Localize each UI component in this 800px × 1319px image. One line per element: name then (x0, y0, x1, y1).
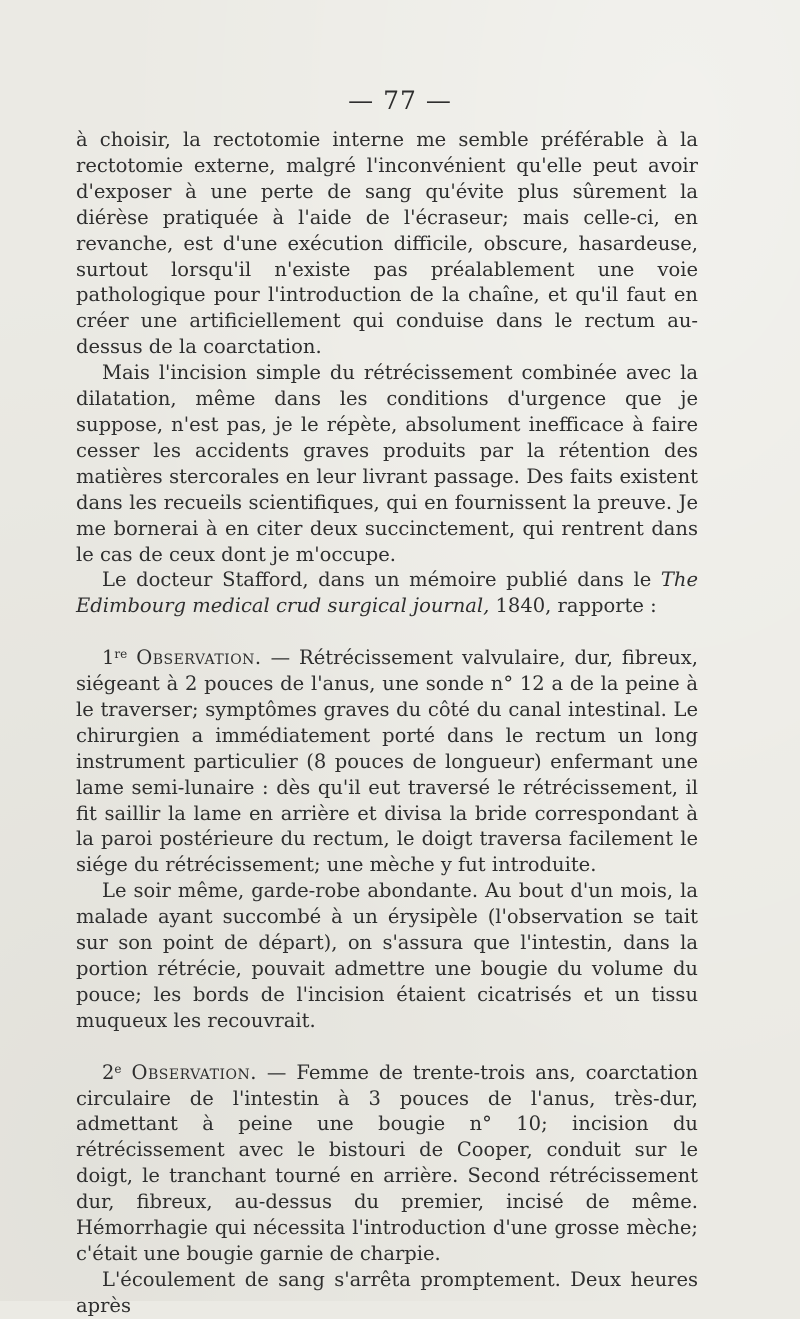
observation-2-text: — Femme de trente-trois ans, coarctation circulaire de l'intestin à 3 pouces de l'anus, très-dur, admettant à peine une bougie n° 10; incision du rétrécissement avec le bistouri de Cooper, conduit sur le doigt, le tranchant tourné en arrière. Second rétrécissement dur, fibreux, au-dessus du premier, incisé de même. Hémorrhagie qui nécessita l'introduction d'une grosse mèche; c'était une bougie garnie de charpie. (76, 1060, 698, 1265)
paragraph-last: L'écoulement de sang s'arrêta promptement. Deux heures après (76, 1267, 698, 1317)
observation-1-text: — Rétrécissement valvulaire, dur, fibreux, siégeant à 2 pouces de l'anus, une sonde n° 12 a de la peine à le traverser; symptômes graves du côté du canal intestinal. Le chirurgien a immédiatement porté dans le rectum un long instrument particulier (8 pouces de longueur) enfermant une lame semi-lunaire : dès qu'il eut traversé le rétrécissement, il fit saillir la lame en arrière et divisa la bride correspondant à la paroi postérieure du rectum, le doigt traversa facilement le siége du rétrécissement; une mèche y fut introduite. (76, 646, 698, 877)
observation-2-ordinal: e (114, 1061, 122, 1076)
observation-2 (76, 1060, 698, 1267)
paragraph-3-before: Le docteur Stafford, dans un mémoire publié dans le (102, 568, 661, 592)
observation-2-number: 2 (102, 1060, 115, 1084)
paragraph-3 (76, 567, 698, 619)
observation-1-continuation: Le soir même, garde-robe abondante. Au bout d'un mois, la malade ayant succombé à un érysipèle (l'observation se tait sur son point de départ), on s'assura que l'intestin, dans la portion rétrécie, pouvait admettre une bougie du volume du pouce; les bords de l'incision étaient cicatrisés et un tissu muqueux les recouvrait. (76, 879, 698, 1032)
observation-1-number: 1 (102, 646, 115, 670)
page-number: — 77 — (348, 86, 452, 115)
observation-2-label: Observation. (131, 1060, 257, 1084)
observation-1-ordinal: re (114, 647, 128, 662)
paragraph-3-after: 1840, rapporte : (489, 594, 657, 618)
journal-title: The Edimbourg medical crud surgical journal, (76, 568, 698, 618)
paragraph-1: à choisir, la rectotomie interne me semble préférable à la rectotomie externe, malgré l'inconvénient qu'elle peut avoir d'exposer à une perte de sang qu'évite plus sûrement la diérèse pratiquée à l'aide de l'écraseur; mais celle-ci, en revanche, est d'une exécution difficile, obscure, hasardeuse, surtout lorsqu'il n'existe pas préalablement une voie pathologique pour l'introduction de la chaîne, et qu'il faut en créer une artificiellement qui conduise dans le rectum au-dessus de la coarctation. (76, 128, 698, 359)
body-text (76, 127, 698, 1319)
observation-1 (76, 645, 698, 878)
observation-1-label: Observation. (136, 646, 262, 670)
paragraph-2: Mais l'incision simple du rétrécissement combinée avec la dilatation, même dans les conditions d'urgence que je suppose, n'est pas, je le répète, absolument inefficace à faire cesser les accidents graves produits par la rétention des matières stercorales en leur livrant passage. Des faits existent dans les recueils scientifiques, qui en fournissent la preuve. Je me bornerai à en citer deux succinctement, qui rentrent dans le cas de ceux dont je m'occupe. (76, 361, 698, 566)
